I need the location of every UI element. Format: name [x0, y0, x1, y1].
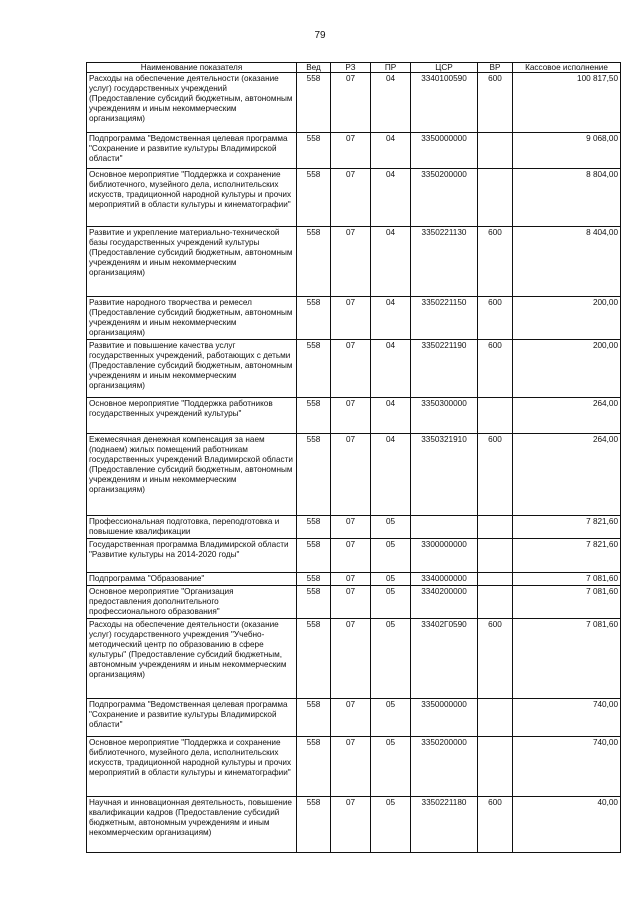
cell-csr: 3350000000 [411, 699, 478, 737]
header-amount: Кассовое исполнение [513, 63, 621, 73]
cell-pr: 04 [371, 340, 411, 398]
cell-vr [478, 539, 513, 573]
table-row [87, 169, 621, 227]
cell-rz: 07 [331, 340, 371, 398]
cell-csr: 3350321910 [411, 434, 478, 516]
cell-csr: 3300000000 [411, 539, 478, 573]
table-row [87, 797, 621, 853]
table-row [87, 133, 621, 169]
cell-pr: 05 [371, 699, 411, 737]
cell-amount: 8 804,00 [513, 169, 621, 227]
cell-pr: 04 [371, 169, 411, 227]
table-row [87, 73, 621, 133]
cell-csr: 3350200000 [411, 737, 478, 797]
cell-ved: 558 [297, 133, 331, 169]
cell-rz: 07 [331, 297, 371, 340]
cell-ved: 558 [297, 227, 331, 297]
cell-name: Развитие народного творчества и ремесел (Предоставление субсидий бюджетным, автономным учреждениям и иным некоммерческим организациям) [87, 297, 297, 340]
cell-vr: 600 [478, 297, 513, 340]
header-pr: ПР [371, 63, 411, 73]
cell-pr: 05 [371, 619, 411, 699]
header-ved: Вед [297, 63, 331, 73]
cell-name: Развитие и укрепление материально-технической базы государственных учреждений культуры (Предоставление субсидий бюджетным, автономным учреждениям и иным некоммерческим организациям) [87, 227, 297, 297]
cell-ved: 558 [297, 573, 331, 586]
cell-amount: 8 404,00 [513, 227, 621, 297]
cell-csr: 3350221150 [411, 297, 478, 340]
cell-amount: 7 081,60 [513, 586, 621, 619]
cell-pr: 05 [371, 516, 411, 539]
cell-vr: 600 [478, 73, 513, 133]
table-row [87, 699, 621, 737]
table-row [87, 227, 621, 297]
cell-csr: 3350200000 [411, 169, 478, 227]
cell-rz: 07 [331, 133, 371, 169]
cell-amount: 740,00 [513, 737, 621, 797]
table-row [87, 297, 621, 340]
cell-vr [478, 169, 513, 227]
table-row [87, 619, 621, 699]
cell-pr: 05 [371, 797, 411, 853]
cell-csr: 3350000000 [411, 133, 478, 169]
cell-vr [478, 586, 513, 619]
budget-execution-table [86, 62, 621, 853]
cell-name: Научная и инновационная деятельность, повышение квалификации кадров (Предоставление субсидий бюджетным, автономным учреждениям и иным некоммерческим организациям) [87, 797, 297, 853]
cell-amount: 40,00 [513, 797, 621, 853]
cell-rz: 07 [331, 586, 371, 619]
cell-rz: 07 [331, 73, 371, 133]
cell-csr: 3350221130 [411, 227, 478, 297]
cell-ved: 558 [297, 737, 331, 797]
cell-pr: 04 [371, 73, 411, 133]
table-row [87, 586, 621, 619]
cell-name: Подпрограмма "Ведомственная целевая программа "Сохранение и развитие культуры Владимирской области" [87, 699, 297, 737]
cell-name: Подпрограмма "Образование" [87, 573, 297, 586]
table-row [87, 737, 621, 797]
cell-ved: 558 [297, 73, 331, 133]
cell-pr: 04 [371, 133, 411, 169]
cell-rz: 07 [331, 573, 371, 586]
cell-amount: 740,00 [513, 699, 621, 737]
cell-amount: 200,00 [513, 340, 621, 398]
table-row [87, 340, 621, 398]
cell-rz: 07 [331, 169, 371, 227]
table-row [87, 398, 621, 434]
table-body [87, 73, 621, 853]
cell-csr: 3340000000 [411, 573, 478, 586]
cell-vr [478, 398, 513, 434]
cell-pr: 05 [371, 539, 411, 573]
cell-rz: 07 [331, 797, 371, 853]
cell-rz: 07 [331, 737, 371, 797]
cell-amount: 100 817,50 [513, 73, 621, 133]
cell-ved: 558 [297, 586, 331, 619]
cell-rz: 07 [331, 539, 371, 573]
cell-ved: 558 [297, 699, 331, 737]
cell-pr: 04 [371, 297, 411, 340]
cell-ved: 558 [297, 340, 331, 398]
cell-ved: 558 [297, 619, 331, 699]
cell-rz: 07 [331, 619, 371, 699]
cell-name: Профессиональная подготовка, переподготовка и повышение квалификации [87, 516, 297, 539]
cell-amount: 7 821,60 [513, 539, 621, 573]
cell-vr: 600 [478, 227, 513, 297]
cell-vr [478, 699, 513, 737]
cell-csr [411, 516, 478, 539]
header-csr: ЦСР [411, 63, 478, 73]
cell-name: Основное мероприятие "Поддержка и сохранение библиотечного, музейного дела, исполнительских искусств, традиционной народной культуры и прочих мероприятий в области культуры и кинематографии" [87, 169, 297, 227]
page-number: 79 [314, 30, 326, 41]
cell-vr [478, 516, 513, 539]
table-row [87, 434, 621, 516]
cell-rz: 07 [331, 516, 371, 539]
cell-name: Подпрограмма "Ведомственная целевая программа "Сохранение и развитие культуры Владимирской области" [87, 133, 297, 169]
cell-amount: 200,00 [513, 297, 621, 340]
cell-csr: 33402Г0590 [411, 619, 478, 699]
cell-ved: 558 [297, 169, 331, 227]
header-name: Наименование показателя [87, 63, 297, 73]
cell-pr: 05 [371, 573, 411, 586]
cell-vr: 600 [478, 619, 513, 699]
header-rz: РЗ [331, 63, 371, 73]
cell-pr: 05 [371, 586, 411, 619]
cell-pr: 04 [371, 398, 411, 434]
table-row [87, 573, 621, 586]
cell-name: Основное мероприятие "Поддержка работников государственных учреждений культуры" [87, 398, 297, 434]
cell-name: Расходы на обеспечение деятельности (оказание услуг) государственного учреждения "Учебно-методический центр по образованию в сфере культуры" (Предоставление субсидий бюджетным, автономным учреждениям и иным некоммерческим организациям) [87, 619, 297, 699]
cell-amount: 7 821,60 [513, 516, 621, 539]
cell-rz: 07 [331, 699, 371, 737]
cell-rz: 07 [331, 398, 371, 434]
cell-amount: 7 081,60 [513, 619, 621, 699]
cell-amount: 9 068,00 [513, 133, 621, 169]
cell-vr [478, 573, 513, 586]
cell-name: Государственная программа Владимирской области "Развитие культуры на 2014-2020 годы" [87, 539, 297, 573]
cell-rz: 07 [331, 227, 371, 297]
cell-pr: 04 [371, 434, 411, 516]
cell-name: Основное мероприятие "Организация предоставления дополнительного профессионального образования" [87, 586, 297, 619]
cell-vr [478, 133, 513, 169]
cell-ved: 558 [297, 297, 331, 340]
cell-vr: 600 [478, 340, 513, 398]
cell-vr: 600 [478, 797, 513, 853]
header-vr: ВР [478, 63, 513, 73]
cell-csr: 3350221190 [411, 340, 478, 398]
cell-ved: 558 [297, 434, 331, 516]
cell-vr [478, 737, 513, 797]
cell-amount: 264,00 [513, 398, 621, 434]
cell-csr: 3340200000 [411, 586, 478, 619]
cell-name: Основное мероприятие "Поддержка и сохранение библиотечного, музейного дела, исполнительских искусств, традиционной народной культуры и прочих мероприятий в области культуры и кинематографии" [87, 737, 297, 797]
cell-name: Развитие и повышение качества услуг государственных учреждений, работающих с детьми (Предоставление субсидий бюджетным, автономным учреждениям и иным некоммерческим организациям) [87, 340, 297, 398]
table-row [87, 516, 621, 539]
cell-rz: 07 [331, 434, 371, 516]
cell-vr: 600 [478, 434, 513, 516]
table-row [87, 539, 621, 573]
cell-pr: 04 [371, 227, 411, 297]
cell-ved: 558 [297, 398, 331, 434]
cell-name: Ежемесячная денежная компенсация за наем (поднаем) жилых помещений работникам государственных учреждений Владимирской области (Предоставление субсидий бюджетным, автономным учреждениям и иным некоммерческим организациям) [87, 434, 297, 516]
cell-csr: 3350300000 [411, 398, 478, 434]
cell-amount: 264,00 [513, 434, 621, 516]
cell-amount: 7 081,60 [513, 573, 621, 586]
table-header-row [87, 63, 621, 73]
cell-csr: 3340100590 [411, 73, 478, 133]
cell-ved: 558 [297, 516, 331, 539]
cell-pr: 05 [371, 737, 411, 797]
cell-ved: 558 [297, 797, 331, 853]
cell-csr: 3350221180 [411, 797, 478, 853]
cell-name: Расходы на обеспечение деятельности (оказание услуг) государственных учреждений (Предоставление субсидий бюджетным, автономным учреждениям и иным некоммерческим организациям) [87, 73, 297, 133]
cell-ved: 558 [297, 539, 331, 573]
